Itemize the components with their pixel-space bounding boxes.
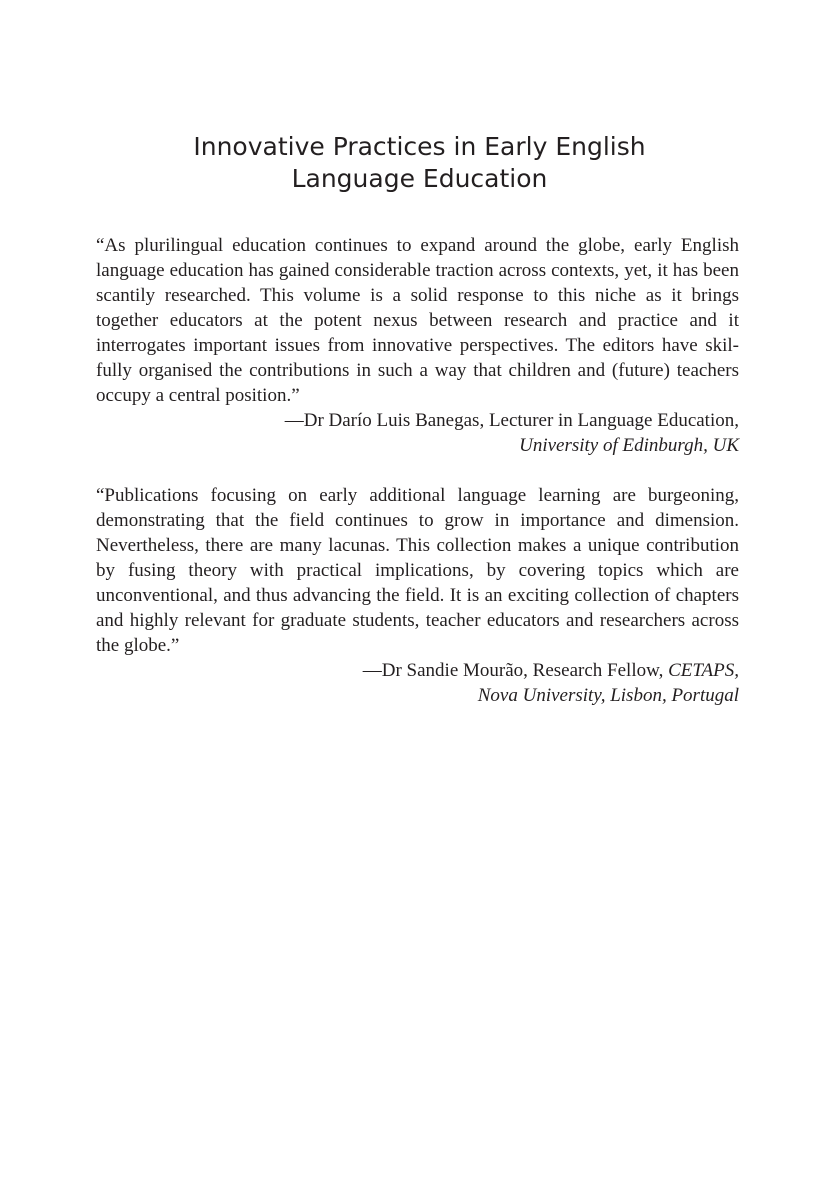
endorsement-2-attribution (96, 658, 739, 683)
endorsement-1 (96, 233, 739, 458)
endorsement-2-affiliation: Nova University, Lisbon, Portugal (477, 685, 739, 706)
endorsement-2-author: —Dr Sandie Mourão, Research Fellow, (362, 660, 669, 681)
endorsement-2-quote: “Publications focusing on early additional language learning are burgeoning, demonstrating that the field continues to grow in importance and dimension. Nevertheless, there are many lacunas. This collection makes a unique contribution by fusing theory with practical implications, by covering topics which are unconventional, and thus advancing the field. It is an exciting collection of chapters and highly relevant for graduate students, teacher educators and researchers across the globe.” (96, 485, 739, 656)
endorsement-1-affiliation: University of Edinburgh, UK (519, 435, 739, 456)
book-title-line-1: Innovative Practices in Early English (193, 131, 646, 161)
endorsement-1-author: —Dr Darío Luis Banegas, Lecturer in Language Education, (284, 410, 739, 431)
endorsement-1-attribution (96, 408, 739, 433)
endorsement-1-quote: “As plurilingual education continues to expand around the globe, early English language education has gained considerable traction across contexts, yet, it has been scantily researched. This volume is a solid response to this niche as it brings together educators at the potent nexus between research and practice and it interrogates important issues from innovative perspectives. The editors have skilfully organised the contributions in such a way that children and (future) teachers occupy a central position.” (96, 235, 739, 406)
book-title-line-2: Language Education (291, 163, 548, 193)
endorsement-2 (96, 483, 739, 708)
endorsement-2-institute: CETAPS, (668, 660, 739, 681)
book-title (0, 131, 839, 195)
